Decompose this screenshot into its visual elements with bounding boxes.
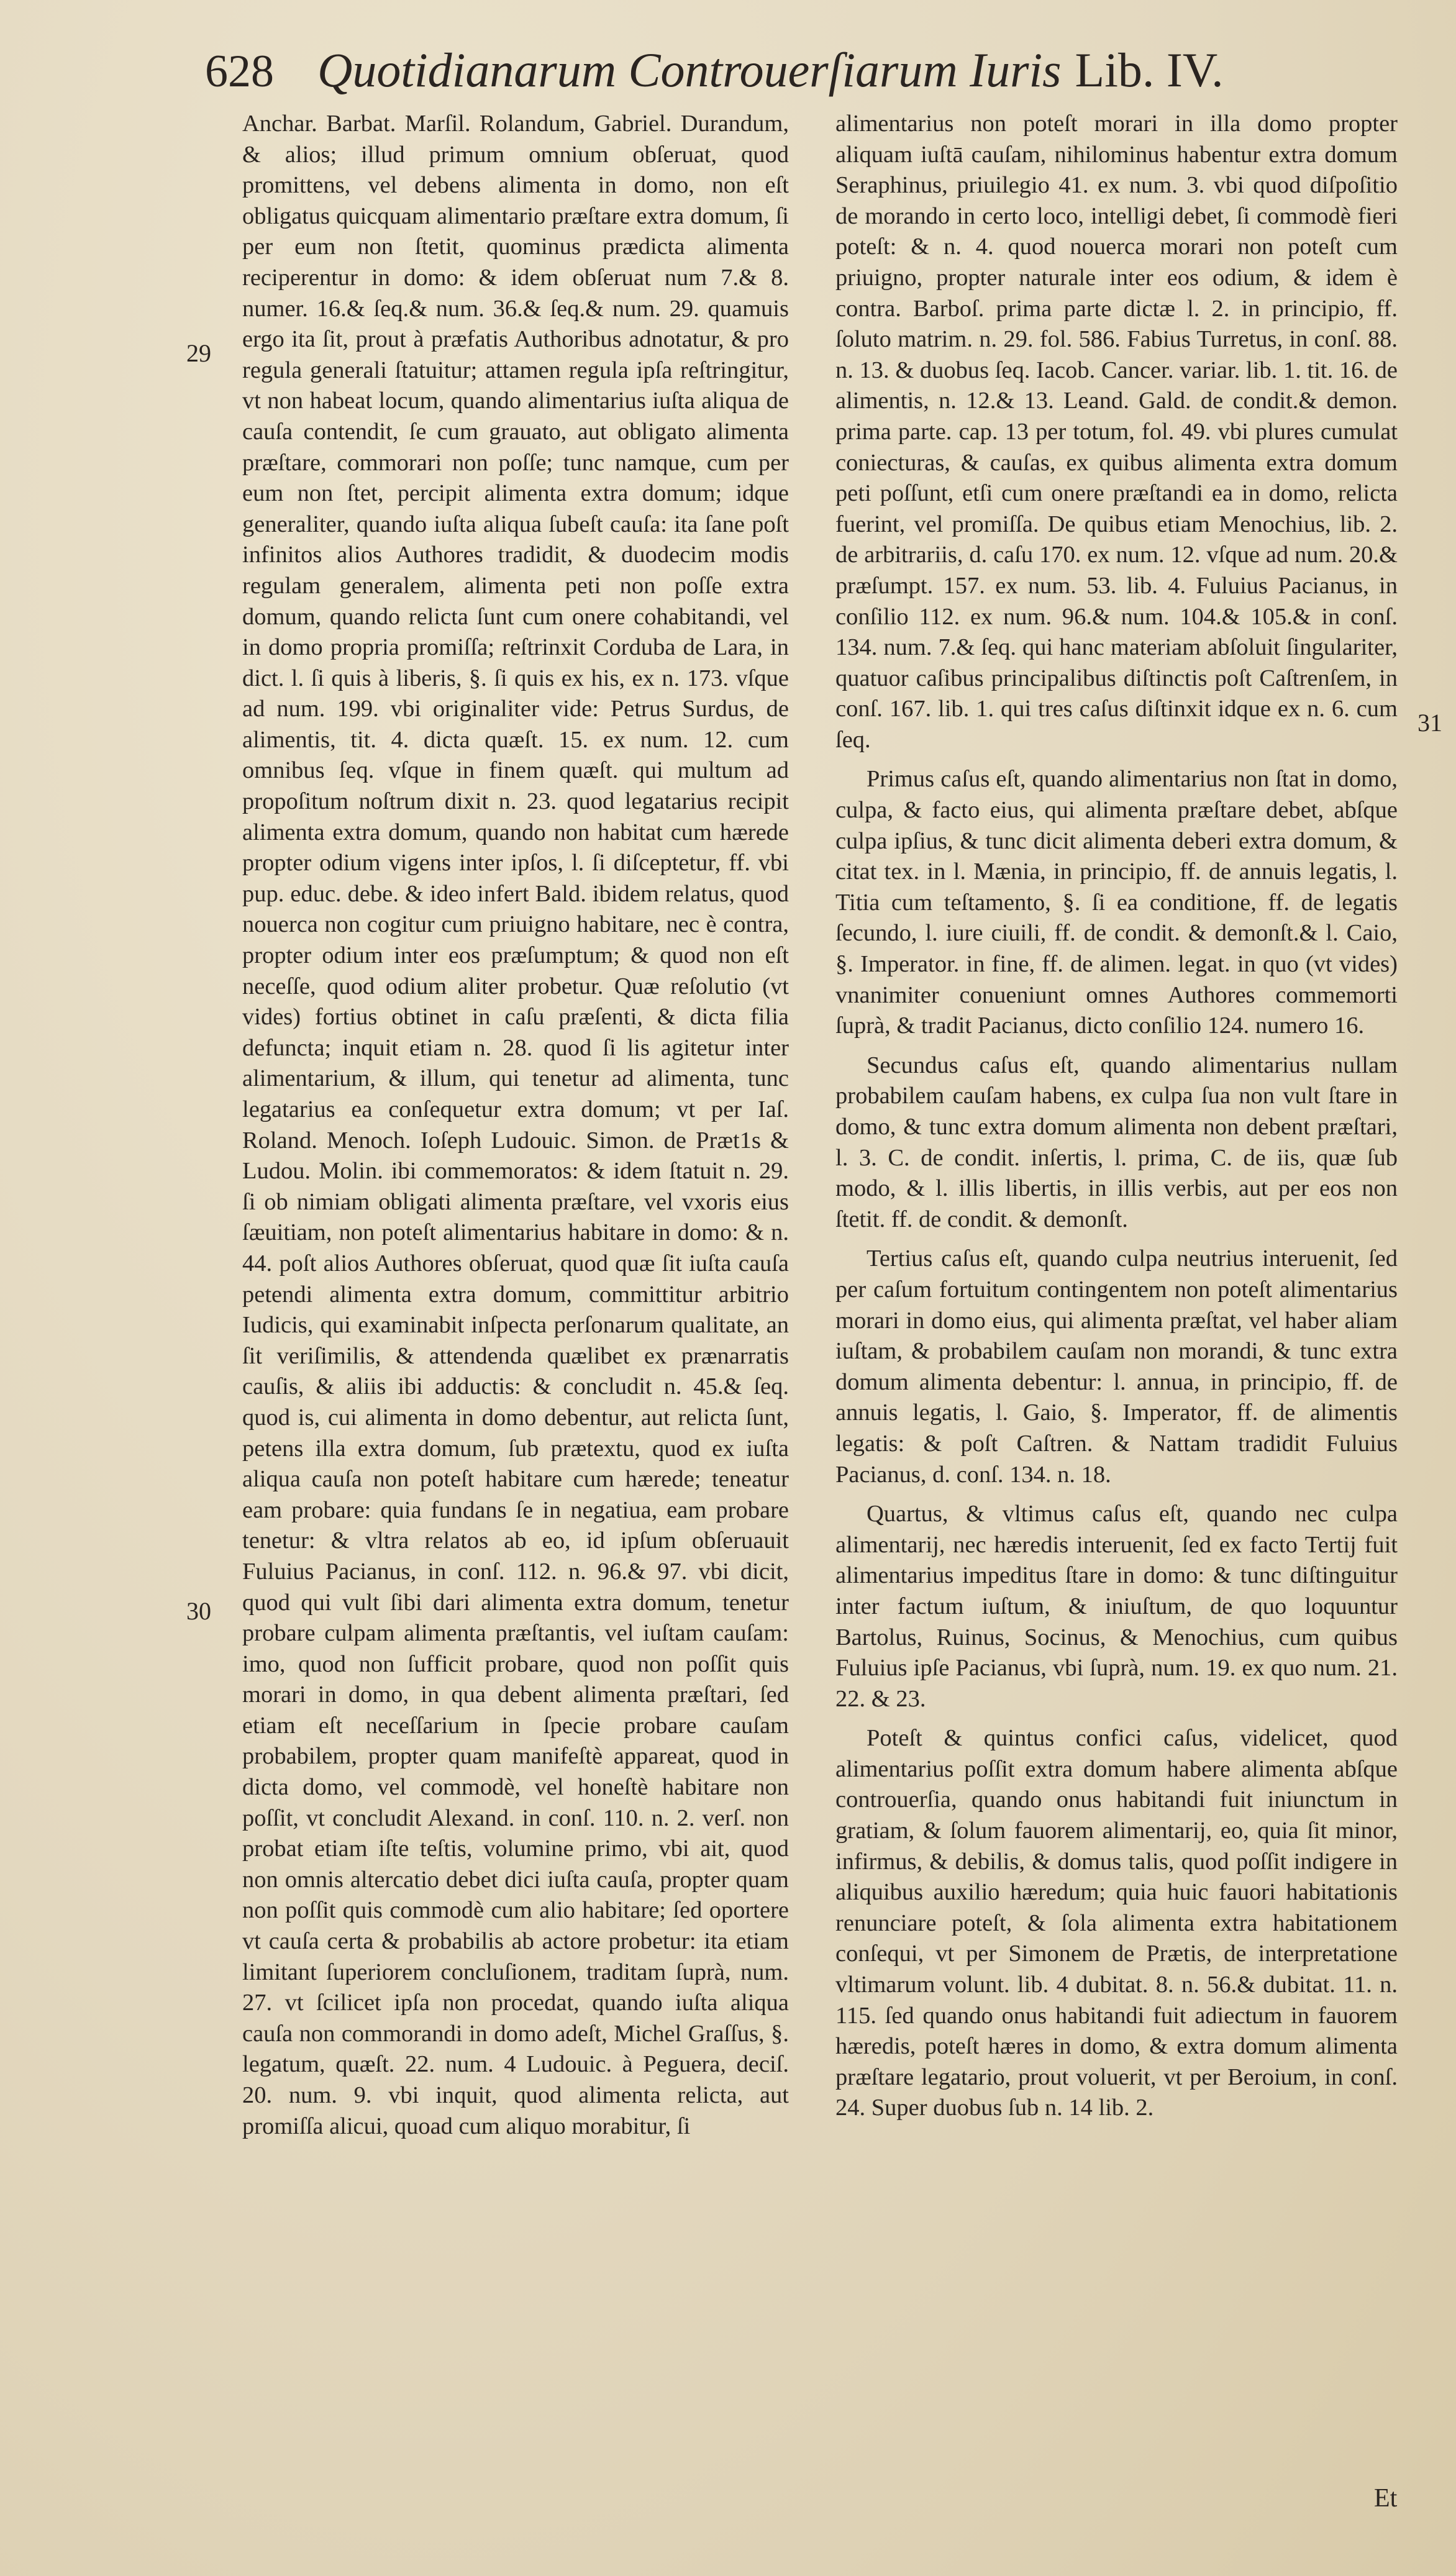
margin-number: 31: [1417, 709, 1442, 737]
running-title: Quotidianarum Controuerſiarum Iuris: [317, 43, 1062, 97]
right-paragraph: Poteſt & quintus confici caſus, videlicet, quod alimentarius poſſit extra domum habere alimenta abſque controuerſia, quando onus habitandi fuit iniunctum in gratiam, & ſolum fauorem alimentarij, eo, quia ſit minor, infirmus, & debilis, & domus talis, quod poſſit indigere in aliquibus auxilio hæredum; quia huic fauori habitationis renunciare poteſt, & ſola alimenta extra habitationem conſequi, vt per Simonem de Prætis, de interpretatione vltimarum volunt. lib. 4 dubitat. 8. n. 56.& dubitat. 11. n. 115. ſed quando onus habitandi fuit adiectum in fauorem hæredis, poteſt hæres in domo, & extra domum alimenta præſtare legatario, prout voluerit, vt per Beroium, in conſ. 24. Super duobus ſub n. 14 lib. 2.: [835, 1725, 1398, 2121]
left-paragraph: Anchar. Barbat. Marſil. Rolandum, Gabriel. Durandum, & alios; illud primum omnium obſeruat, quod promittens, vel debens alimenta in domo, non eſt obligatus quicquam alimentario præſtare extra domum, ſi per eum non ſtetit, quominus prædicta alimenta reciperentur in domo: & idem obſeruat num 7.& 8. numer. 16.& ſeq.& num. 36.& ſeq.& num. 29. quamuis ergo ita ſit, prout à præfatis Authoribus adnotatur, & pro regula generali ſtatuitur; attamen regula ipſa reſtringitur, vt non habeat locum, quando alimentarius iuſta aliqua de cauſa contendit, ſe cum grauato, aut obligato alimenta præſtare, commorari non poſſe; tunc namque, cum per eum non ſtet, percipit alimenta extra domum; idque generaliter, quando iuſta aliqua ſubeſt cauſa: ita ſane poſt infinitos alios Authores tradidit, & duodecim modis regulam generalem, alimenta peti non poſſe extra domum, quando relicta ſunt cum onere cohabitandi, vel in domo propria promiſſa; reſtrinxit Corduba de Lara, in dict. l. ſi quis à liberis, §. ſi quis ex his, ex n. 173. vſque ad num. 199. vbi originaliter vide: Petrus Surdus, de alimentis, tit. 4. dicta quæſt. 15. ex num. 12. cum omnibus ſeq. vſque in finem quæſt. qui multum ad propoſitum noſtrum dixit n. 23. quod legatarius recipit alimenta extra domum, quando non habitat cum hærede propter odium vigens inter ipſos, l. ſi diſceptetur, ff. vbi pup. educ. debe. & ideo infert Bald. ibidem relatus, quod nouerca non cogitur cum priuigno habitare, nec è contra, propter odium inter eos præſumptum; & quod non eſt neceſſe, quod odium aliter probetur. Quæ reſolutio (vt vides) fortius obtinet in caſu præſenti, & dicta filia defuncta; inquit etiam n. 28. quod ſi lis agitetur inter alimentarium, & illum, qui tenetur ad alimenta, tunc legatarius ea conſequetur extra domum; vt per Iaſ. Roland. Menoch. Ioſeph Ludouic. Simon. de Præt1s & Ludou. Molin. ibi commemoratos: & idem ſtatuit n. 29. ſi ob nimiam obligati alimenta præſtare, vel vxoris eius ſæuitiam, non poteſt alimentarius habitare in domo: & n. 44. poſt alios Authores obſeruat, quod quæ ſit iuſta cauſa petendi alimenta extra domum, committitur arbitrio Iudicis, qui examinabit inſpecta perſonarum qualitate, an ſit veriſimilis, & attendenda quælibet ex prænarratis cauſis, & aliis ibi adductis: & concludit n. 45.& ſeq. quod is, cui alimenta in domo debentur, aut relicta ſunt, petens illa extra domum, ſub prætextu, quod ex iuſta aliqua cauſa non poteſt habitare cum hærede; teneatur eam probare: quia fundans ſe in negatiua, eam probare tenetur: & vltra relatos ab eo, id ipſum obſeruauit Fuluius Pacianus, in conſ. 112. n. 96.& 97. vbi dicit, quod qui vult ſibi dari alimenta extra domum, tenetur probare culpam alimenta præſtantis, vel iuſtam cauſam: imo, quod non ſufficit probare, quod non poſſit quis morari in domo, in qua debent alimenta præſtari, ſed etiam eſt neceſſarium in ſpecie probare cauſam probabilem, propter quam manifeſtè appareat, quod in dicta domo, vel commodè, vel honeſtè habitare non poſſit, vt concludit Alexand. in conſ. 110. n. 2. verſ. non probat etiam iſte teſtis, volumine primo, vbi ait, quod non omnis altercatio debet dici iuſta cauſa, propter quam non poſſit quis commodè cum alio habitare; ſed oportere vt cauſa certa & probabilis ab actore probetur: ita etiam limitant ſuperiorem concluſionem, traditam ſuprà, num. 27. vt ſcilicet ipſa non procedat, quando iuſta aliqua cauſa non commorandi in domo adeſt, Michel Graſſus, §. legatum, quæſt. 22. num. 4 Ludouic. à Peguera, deciſ. 20. num. 9. vbi inquit, quod alimenta relicta, aut promiſſa alicui, quoad cum aliquo morabitur, ſi: [242, 111, 789, 2139]
right-paragraph: Secundus caſus eſt, quando alimentarius nullam probabilem cauſam habens, ex culpa ſua non vult ſtare in domo, & tunc extra domum alimenta non debent præſtari, l. 3. C. de condit. inſertis, l. prima, C. de iis, quæ ſub modo, & l. illis libertis, in illis verbis, aut per eos non ſtetit. ff. de condit. & demonſt.: [835, 1052, 1398, 1232]
margin-number: 30: [186, 1597, 211, 1625]
margin-number: 29: [186, 339, 211, 367]
right-paragraph: Tertius caſus eſt, quando culpa neutrius interuenit, ſed per caſum fortuitum contingentem non poteſt alimentarius morari in domo eius, qui alimenta præſtat, vel haber aliam iuſtam, & probabilem cauſam non morandi, & tunc extra domum alimenta debentur: l. annua, in principio, ff. de annuis legatis, l. Gaio, §. Imperator, ff. de alimentis legatis: & poſt Caſtren. & Nattam tradidit Fuluius Pacianus, d. conſ. 134. n. 18.: [835, 1245, 1398, 1488]
book-number: Lib. IV.: [1075, 43, 1224, 97]
right-column: [835, 109, 1398, 2124]
right-paragraph: Quartus, & vltimus caſus eſt, quando nec culpa alimentarij, nec hæredis interuenit, ſed ex facto Tertij fuit alimentarius impeditus ſtare in domo: & tunc diſtinguitur inter factum iuſtum, & iniuſtum, de quo loquuntur Bartolus, Ruinus, Socinus, & Menochius, cum quibus Fuluius ipſe Pacianus, vbi ſuprà, num. 19. ex quo num. 21. 22. & 23.: [835, 1501, 1398, 1712]
catchword: Et: [1374, 2484, 1398, 2513]
left-column: [242, 109, 789, 2142]
running-header: [205, 42, 1249, 98]
page-number: 628: [205, 46, 274, 97]
right-paragraph: alimentarius non poteſt morari in illa domo propter aliquam iuſtā cauſam, nihilominus habentur extra domum Seraphinus, priuilegio 41. ex num. 3. vbi quod diſpoſitio de morando in certo loco, intelligi debet, ſi commodè fieri poteſt: & n. 4. quod nouerca morari non poteſt cum priuigno, propter naturale inter eos odium, & idem è contra. Barboſ. prima parte dictæ l. 2. in principio, ff. ſoluto matrim. n. 29. fol. 586. Fabius Turretus, in conſ. 88. n. 13. & duobus ſeq. Iacob. Cancer. variar. lib. 1. tit. 16. de alimentis, n. 12.& 13. Leand. Gald. de condit.& demon. prima parte. cap. 13 per totum, fol. 49. vbi plures cumulat coniecturas, & cauſas, ex quibus alimenta extra domum peti poſſunt, etſi cum onere præſtandi ea in domo, relicta fuerint, vel promiſſa. De quibus etiam Menochius, lib. 2. de arbitrariis, d. caſu 170. ex num. 12. vſque ad num. 20.& præſumpt. 157. ex num. 53. lib. 4. Fuluius Pacianus, in conſilio 112. ex num. 96.& num. 104.& 105.& in conſ. 134. num. 7.& ſeq. qui hanc materiam abſoluit ſingulariter, quatuor caſibus principalibus diſtinctis poſt Caſtrenſem, in conſ. 167. lib. 1. qui tres caſus diſtinxit idque ex n. 6. cum ſeq.: [835, 111, 1398, 753]
right-paragraph: Primus caſus eſt, quando alimentarius non ſtat in domo, culpa, & facto eius, qui alimenta præſtare debet, abſque culpa ipſius, & tunc dicit alimenta deberi extra domum, & citat tex. in l. Mænia, in principio, ff. de annuis legatis, l. Titia cum teſtamento, §. ſi ea conditione, ff. de legatis ſecundo, l. iure ciuili, ff. de condit. & demonſt.& l. Caio, §. Imperator. in fine, ff. de alimen. legat. in quo (vt vides) vnanimiter conueniunt omnes Authores commemorti ſuprà, & tradit Pacianus, dicto conſilio 124. numero 16.: [835, 766, 1398, 1039]
